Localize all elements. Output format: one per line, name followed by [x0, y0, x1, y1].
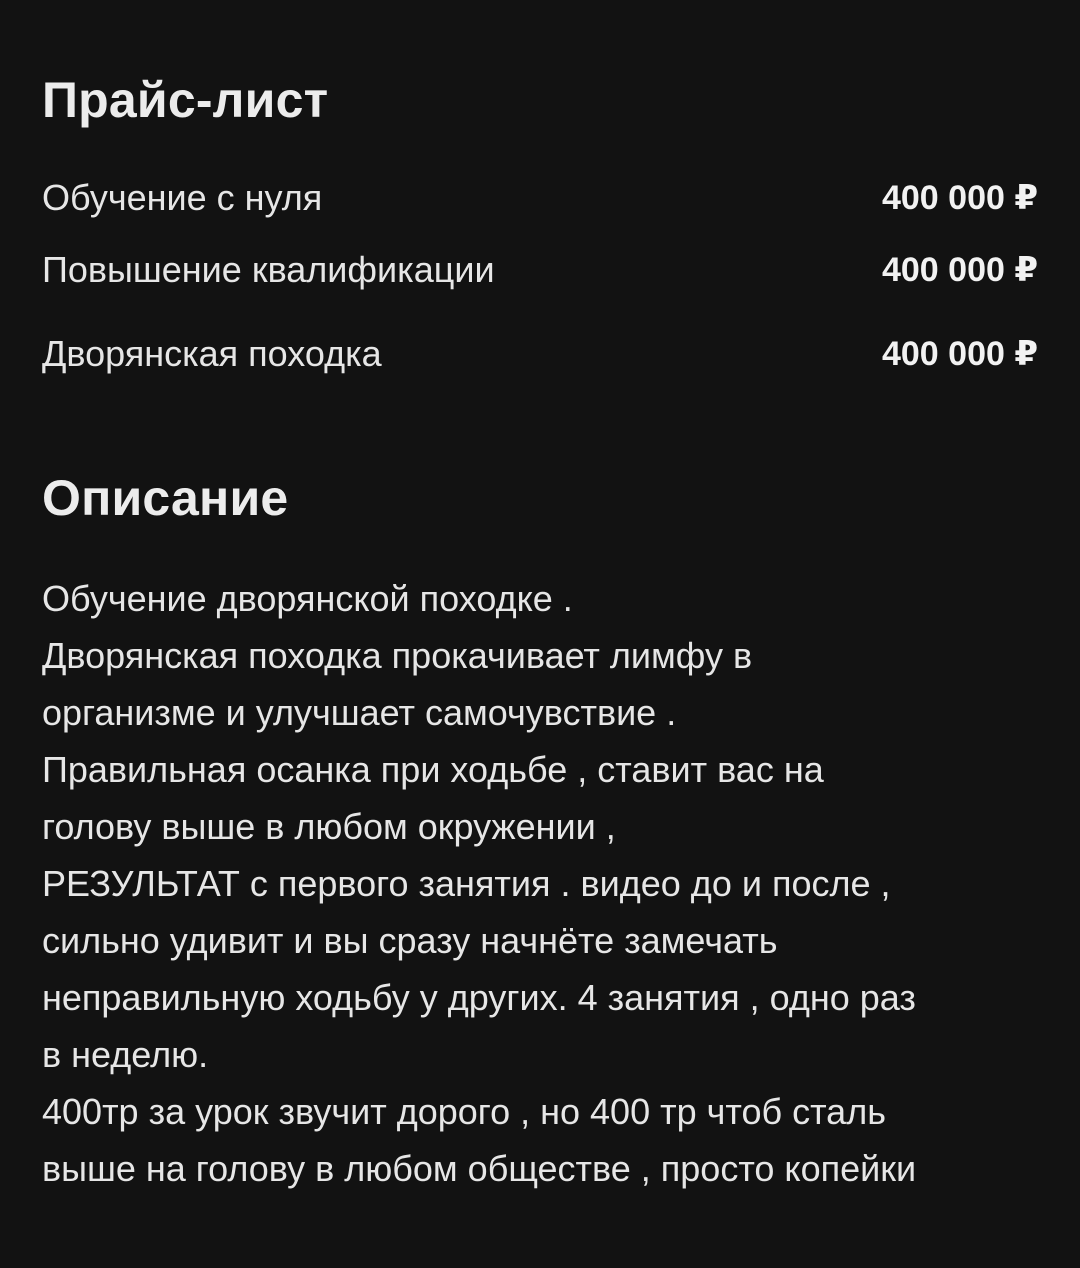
price-item-name: Повышение квалификации — [42, 249, 495, 290]
price-list — [42, 168, 1038, 396]
price-item-name: Обучение с нуля — [42, 177, 323, 218]
price-row — [42, 168, 1038, 228]
price-item-value: 400 000 ₽ — [881, 335, 1038, 373]
price-row — [42, 228, 1038, 312]
price-item-value: 400 000 ₽ — [881, 179, 1038, 217]
price-list-title: Прайс-лист — [42, 72, 329, 128]
price-row — [42, 312, 1038, 396]
description-text: Обучение дворянской походке . Дворянская походка прокачивает лимфу в организме и улучшает самочувствие . Правильная осанка при ходьбе , ставит вас на голову выше в любом окружении , РЕЗУЛЬТАТ с первого занятия . видео до и после , сильно удивит и вы сразу начнёте замечать неправильную ходьбу у других. 4 занятия , одно раз в неделю. 400тр за урок звучит дорого , но 400 тр чтоб сталь выше на голову в любом обществе , просто копейки — [42, 578, 917, 1189]
price-item-value: 400 000 ₽ — [881, 251, 1038, 289]
description-title: Описание — [42, 470, 289, 526]
price-item-name: Дворянская походка — [42, 333, 382, 374]
